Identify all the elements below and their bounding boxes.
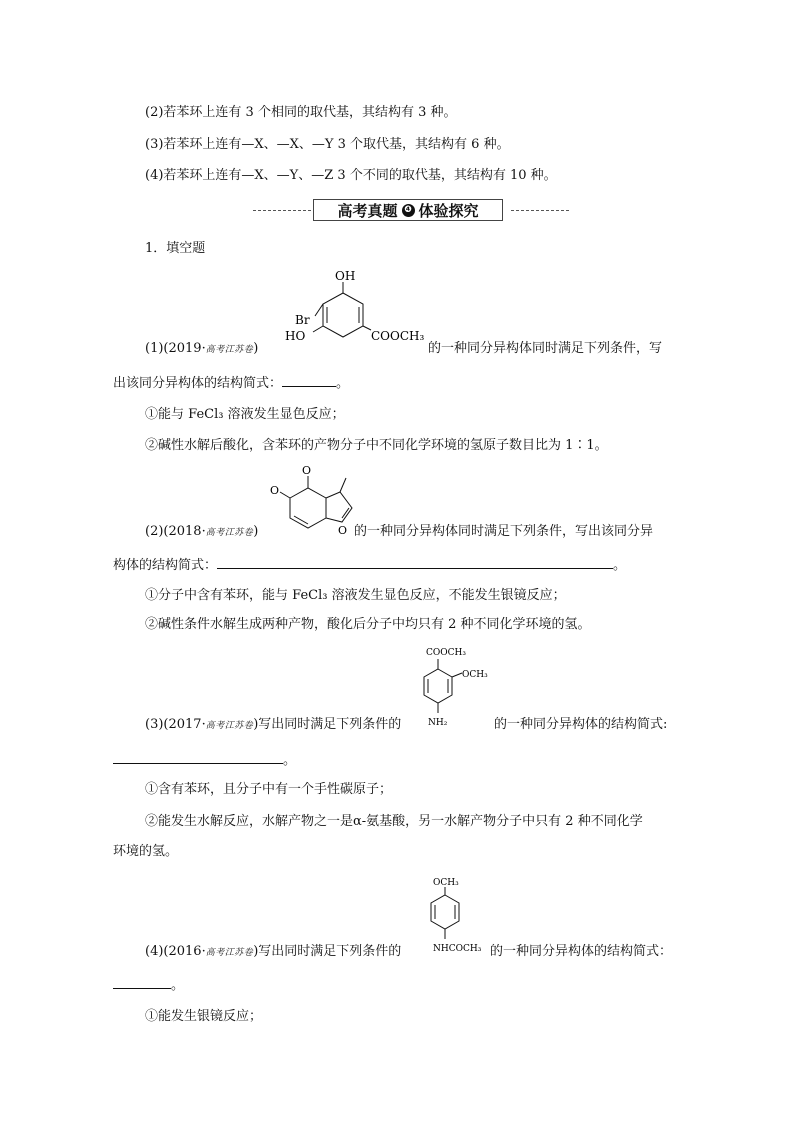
mol1-br: Br [295,313,310,327]
q2-number: (2)(2018· [145,524,206,539]
mol4-och3: OCH₃ [433,878,459,888]
q4-line2 [113,975,184,995]
intro-line-4: (4)若苯环上连有—X、—Y、—Z 3 个不同的取代基，其结构有 10 种。 [145,168,557,183]
section-title: 1．填空题 [145,241,206,256]
mol2-oxygen-3: O [338,524,348,537]
q3-end: 。 [283,753,297,768]
q1-line2 [113,373,349,393]
q3-condition-1: ①含有苯环，且分子中有一个手性碳原子； [145,782,393,797]
q3-line1 [145,716,401,735]
molecule-1 [275,268,435,358]
mol2-oxygen-1: O [302,464,312,477]
intro-line-2: (2)若苯环上连有 3 个相同的取代基，其结构有 3 种。 [145,105,457,120]
q4-answer-blank[interactable] [113,975,171,989]
mol3-cooch3: COOCH₃ [426,648,466,658]
mol3-nh2: NH₂ [428,718,448,728]
q4-line1 [145,943,401,962]
q1-number: (1)(2019· [145,341,206,356]
q3-answer-blank[interactable] [113,750,283,764]
q3-line2 [113,750,296,770]
mol3-och3: OCH₃ [462,670,488,680]
q2-line2 [113,555,626,575]
q4-end: 。 [171,978,185,993]
number-badge-icon: ❹ [402,204,415,217]
q4-tail: )写出同时满足下列条件的 [253,944,402,959]
banner-right-text: 体验探究 [418,201,479,220]
q3-after-mol: 的一种同分异构体的结构简式: [494,717,668,732]
q3-number: (3)(2017· [145,717,206,732]
q2-condition-2: ②碱性条件水解生成两种产物，酸化后分子中均只有 2 种不同化学环境的氢。 [145,617,591,632]
mol1-cooch3: COOCH₃ [371,329,425,343]
banner-left-rule [253,210,311,211]
mol4-nhcoch3: NHCOCH₃ [433,944,482,954]
q1-line2-text: 出该同分异构体的结构简式： [113,376,283,391]
q4-condition-1: ①能发生银镜反应； [145,1009,263,1024]
q1-source: 高考江苏卷 [205,345,254,355]
q3-source: 高考江苏卷 [205,721,254,731]
q1-after-mol: 的一种同分异构体同时满足下列条件，写 [428,341,663,356]
intro-line-3: (3)若苯环上连有—X、—X、—Y 3 个取代基，其结构有 6 种。 [145,137,510,152]
q2-answer-blank[interactable] [217,555,613,569]
mol2-oxygen-2: O [270,484,280,497]
q2-line1 [145,523,258,542]
q2-after-mol: 的一种同分异构体同时满足下列条件，写出该同分异 [354,524,654,539]
mol1-oh-top: OH [335,269,356,283]
q2-tail: ) [253,524,259,539]
q4-number: (4)(2016· [145,944,206,959]
q1-condition-2: ②碱性水解后酸化，含苯环的产物分子中不同化学环境的氢原子数目比为 1∶1。 [145,438,608,453]
banner-right-rule [511,210,569,211]
q3-condition-2a: ②能发生水解反应，水解产物之一是α-氨基酸，另一水解产物分子中只有 2 种不同化学 [145,814,643,829]
q2-line2-text: 构体的结构简式： [113,558,218,573]
section-banner [253,199,569,223]
banner-title [313,199,503,221]
q1-condition-1: ①能与 FeCl₃ 溶液发生显色反应； [145,407,345,422]
q1-end: 。 [336,376,350,391]
q2-condition-1: ①分子中含有苯环，能与 FeCl₃ 溶液发生显色反应，不能发生银镜反应； [145,588,566,603]
mol1-ho: HO [285,329,306,343]
q1-line1 [145,340,258,359]
banner-left-text: 高考真题 [337,201,398,220]
q2-source: 高考江苏卷 [205,528,254,538]
q2-end: 。 [613,558,627,573]
molecule-3 [410,643,500,737]
q4-source: 高考江苏卷 [205,948,254,958]
q4-after-mol: 的一种同分异构体的结构简式： [490,944,673,959]
q1-tail: ) [253,341,259,356]
q1-answer-blank[interactable] [282,373,336,387]
q3-condition-2b: 环境的氢。 [113,844,179,859]
q3-tail: )写出同时满足下列条件的 [253,717,402,732]
